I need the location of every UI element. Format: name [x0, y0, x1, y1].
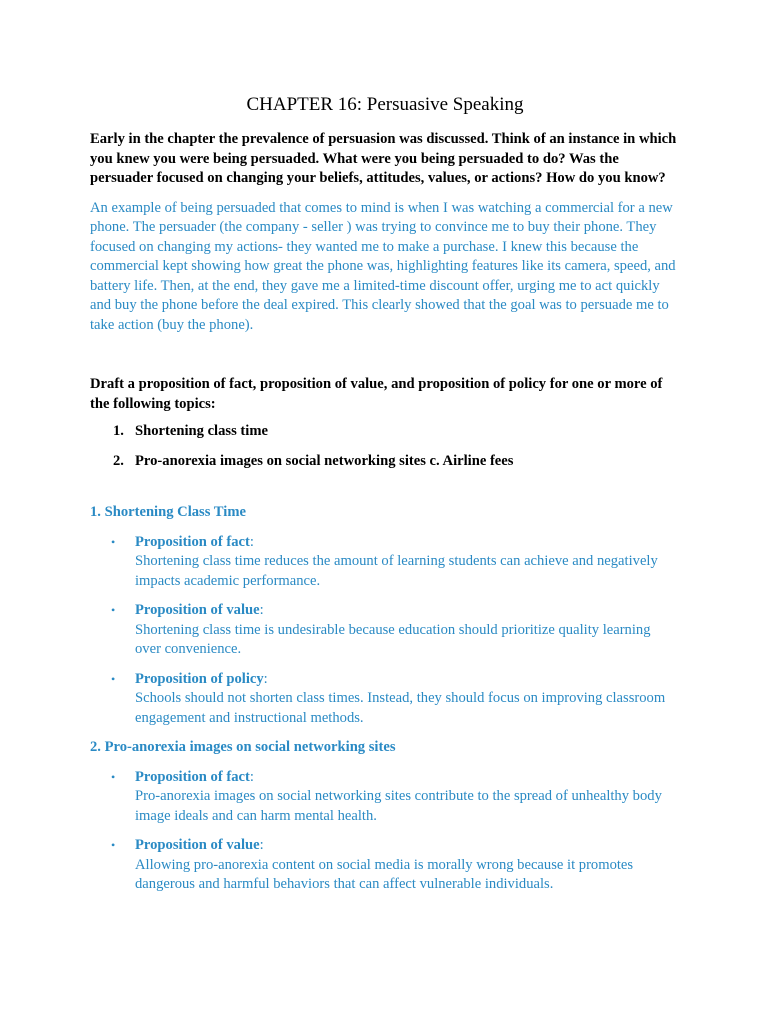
proposition-label: Proposition of fact [135, 768, 250, 785]
proposition-label: Proposition of value [135, 602, 260, 618]
proposition-label: Proposition of policy [135, 670, 264, 687]
topic-item [90, 422, 680, 442]
proposition-label: Proposition of value [135, 837, 260, 853]
proposition-body [135, 768, 680, 827]
proposition-body [135, 670, 680, 729]
spacer [90, 335, 680, 375]
spacer [90, 482, 680, 503]
document-content [90, 92, 680, 905]
proposition-item [90, 533, 680, 592]
proposition-separator: : [249, 533, 254, 550]
proposition-text: Schools should not shorten class times. Instead, they should focus on improving classroom engagement and instructional methods. [135, 690, 666, 726]
page-title: CHAPTER 16: Persuasive Speaking [246, 94, 524, 115]
proposition-text: Shortening class time reduces the amount of learning students can achieve and negatively impacts academic performance. [135, 553, 658, 589]
proposition-list [90, 768, 680, 895]
proposition-item [90, 768, 680, 827]
topic-text: Shortening class time [135, 423, 268, 439]
bullet-icon: • [111, 603, 116, 617]
proposition-separator: : [259, 837, 264, 853]
question-1: Early in the chapter the prevalence of persuasion was discussed. Think of an instance in which you knew you were being persuaded. What were you being persuaded to do? Was the persuader focused on changing your beliefs, attitudes, values, or actions? How do you know? [90, 131, 677, 186]
proposition-separator: : [263, 670, 268, 687]
proposition-item [90, 601, 680, 660]
proposition-item [90, 670, 680, 729]
proposition-separator: : [249, 768, 254, 785]
proposition-text: Allowing pro-anorexia content on social media is morally wrong because it promotes dangerous and harmful behaviors that can affect vulnerable individuals. [135, 856, 634, 892]
proposition-separator: : [259, 602, 264, 618]
proposition-item [90, 836, 680, 895]
bullet-icon: • [111, 671, 116, 686]
bullet-icon: • [111, 534, 116, 549]
proposition-text: Shortening class time is undesirable because education should prioritize quality learning over convenience. [135, 621, 651, 657]
proposition-label: Proposition of fact [135, 533, 250, 550]
section-heading: 2. Pro-anorexia images on social networking sites [90, 739, 396, 755]
topic-number: 1. [113, 423, 124, 439]
proposition-list [90, 533, 680, 729]
topic-number: 2. [113, 453, 124, 469]
proposition-body [135, 601, 680, 660]
bullet-icon: • [111, 769, 116, 784]
proposition-body [135, 836, 680, 895]
topic-text: Pro-anorexia images on social networking sites c. Airline fees [135, 453, 514, 469]
proposition-body [135, 533, 680, 592]
topic-item [90, 452, 680, 472]
section-heading: 1. Shortening Class Time [90, 504, 246, 520]
question-2: Draft a proposition of fact, proposition of value, and proposition of policy for one or more of the following topics: [90, 376, 663, 412]
bullet-icon: • [111, 838, 116, 852]
topic-list [90, 422, 680, 472]
proposition-text: Pro-anorexia images on social networking sites contribute to the spread of unhealthy body image ideals and can harm mental health. [135, 788, 662, 824]
answer-1: An example of being persuaded that comes to mind is when I was watching a commercial for a new phone. The persuader (the company - seller ) was trying to convince me to buy their phone. They focused on changing my actions- they wanted me to make a purchase. I knew this because the commercial kept showing how great the phone was, highlighting features like its camera, speed, and battery life. Then, at the end, they gave me a limited-time discount offer, urging me to act quickly and buy the phone before the deal expired. This clearly showed that the goal was to persuade me to take action (buy the phone). [90, 199, 676, 333]
